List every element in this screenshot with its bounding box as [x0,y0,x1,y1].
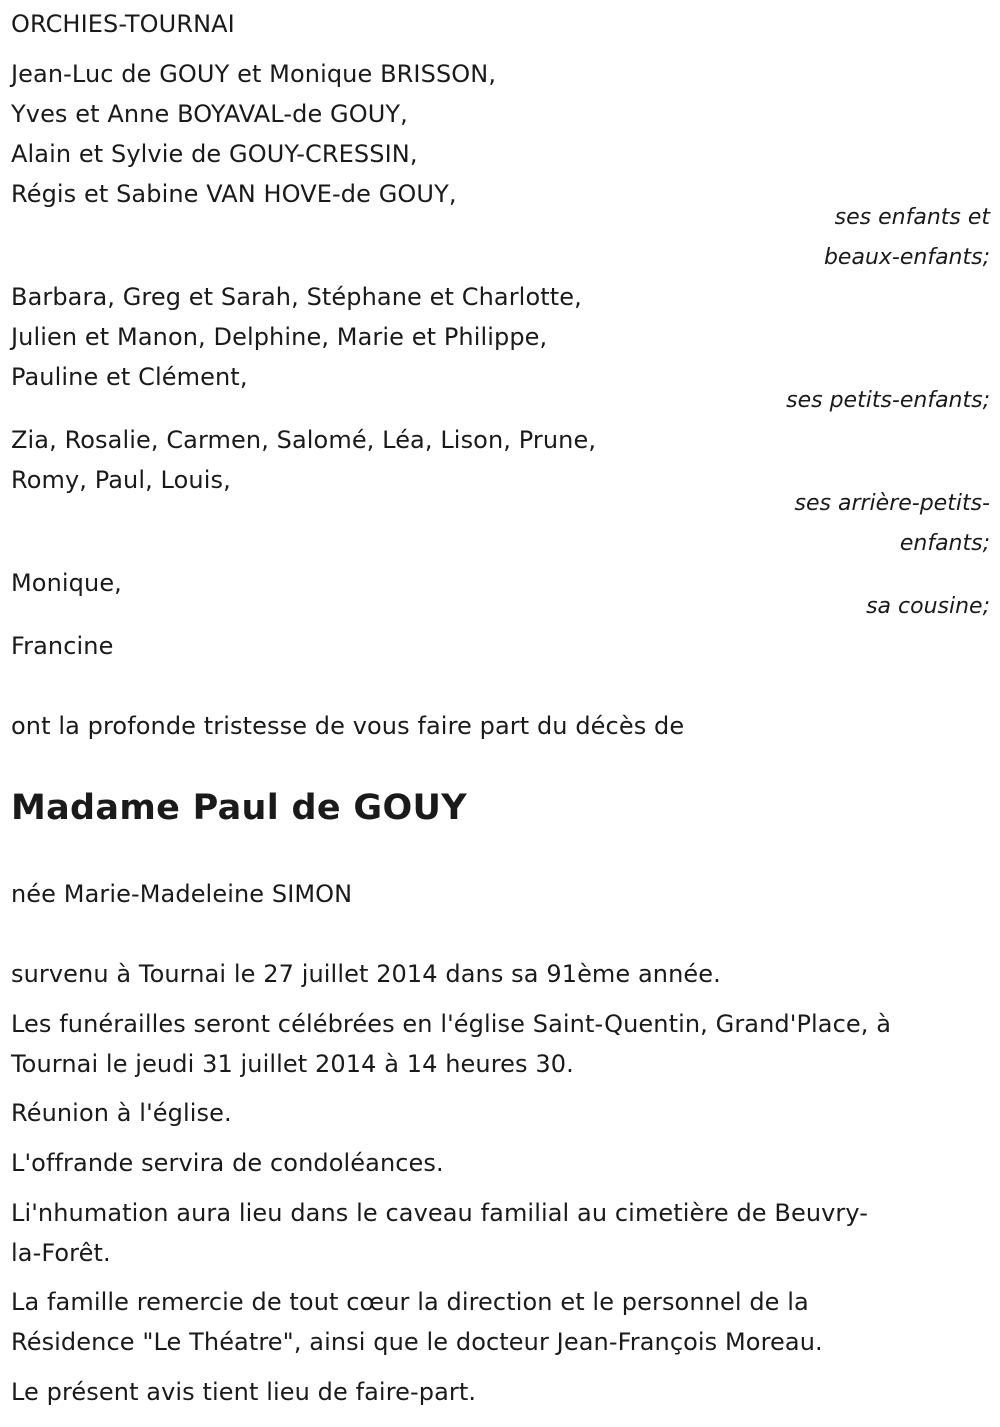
grandchildren-line: Pauline et Clément, [11,363,248,391]
children-relation: ses enfants et [834,205,990,230]
children-relation: beaux-enfants; [823,245,990,270]
burial-details: Li'nhumation aura lieu dans le caveau familial au cimetière de Beuvry- [11,1199,869,1227]
great-grandchildren-line: Romy, Paul, Louis, [11,466,231,494]
children-line: Régis et Sabine VAN HOVE-de GOUY, [11,180,457,208]
grandchildren-relation: ses petits-enfants; [786,388,990,413]
funeral-details: Tournai le jeudi 31 juillet 2014 à 14 heures 30. [11,1050,574,1078]
deceased-name: Madame Paul de GOUY [11,788,467,828]
great-grandchildren-line: Zia, Rosalie, Carmen, Salomé, Léa, Lison, Prune, [11,426,597,454]
burial-details: la-Forêt. [11,1239,111,1267]
cousin-relation: sa cousine; [866,594,990,619]
offering-details: L'offrande servira de condoléances. [11,1149,444,1177]
other-name: Francine [11,632,114,660]
grandchildren-line: Barbara, Greg et Sarah, Stéphane et Charlotte, [11,283,582,311]
thanks-text: La famille remercie de tout cœur la direction et le personnel de la [11,1288,809,1316]
cousin-name: Monique, [11,569,122,597]
great-grandchildren-relation: enfants; [899,531,990,556]
grandchildren-line: Julien et Manon, Delphine, Marie et Philippe, [11,323,548,351]
children-line: Yves et Anne BOYAVAL-de GOUY, [11,100,408,128]
thanks-text: Résidence "Le Théatre", ainsi que le docteur Jean-François Moreau. [11,1328,823,1356]
location-heading: ORCHIES-TOURNAI [11,10,235,38]
announcement-text: ont la profonde tristesse de vous faire part du décès de [11,712,685,740]
death-details: survenu à Tournai le 27 juillet 2014 dans sa 91ème année. [11,960,721,988]
funeral-details: Les funérailles seront célébrées en l'église Saint-Quentin, Grand'Place, à [11,1010,892,1038]
great-grandchildren-relation: ses arrière-petits- [794,491,990,516]
children-line: Alain et Sylvie de GOUY-CRESSIN, [11,140,418,168]
birth-name: née Marie-Madeleine SIMON [11,880,353,908]
notice-text: Le présent avis tient lieu de faire-part. [11,1378,477,1406]
meeting-details: Réunion à l'église. [11,1099,232,1127]
children-line: Jean-Luc de GOUY et Monique BRISSON, [11,60,497,88]
